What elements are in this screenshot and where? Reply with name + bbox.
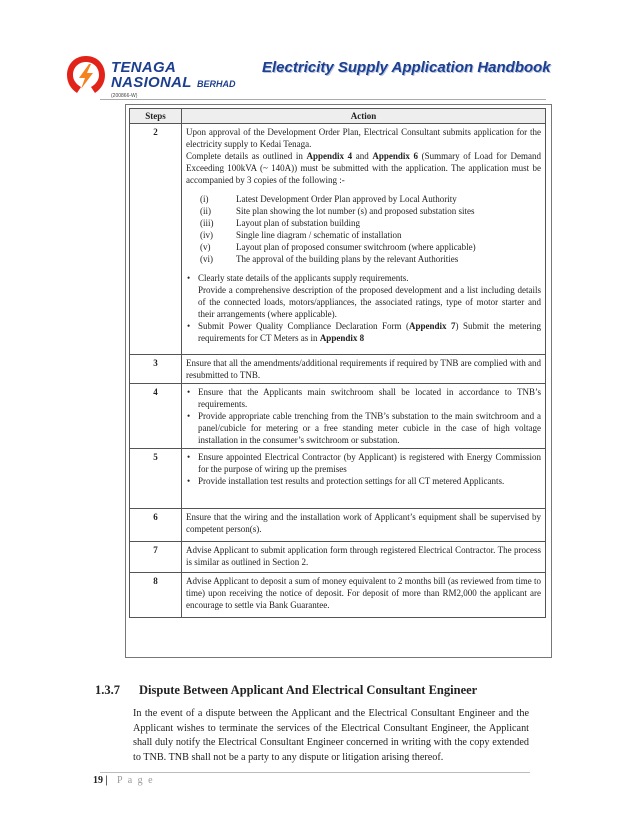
page-label: P a g e: [117, 775, 155, 786]
table-row: [130, 384, 546, 449]
section-heading: [95, 683, 477, 698]
step-action: [182, 384, 546, 449]
col-steps-header: Steps: [130, 109, 182, 124]
list-item: (i) Latest Development Order Plan approved by Local Authority: [200, 194, 457, 204]
page-number: 19 |: [93, 775, 108, 786]
table-row: [130, 542, 546, 573]
header-divider: [100, 99, 546, 100]
tnb-logo: [64, 53, 264, 103]
bullet-item: • Clearly state details of the applicants supply requirements. Provide a comprehensive description of the proposed development and a list including details of the connected loads, motors/appliances, the associated ratings, type of motor starter and their arrangements (where applicable).: [186, 272, 541, 320]
appendix-6-ref: Appendix 6: [372, 151, 418, 161]
step-detail: Complete details as outlined in Appendix 4 and Appendix 6 (Summary of Load for Demand Exceeding 100kVA (~ 140A)) must be submitted with the application. The application must be accompanied by 3 copies of the following :-: [186, 151, 541, 185]
step-intro: Upon approval of the Development Order Plan, Electrical Consultant submits application for the electricity supply to Kedai Tenaga.: [186, 127, 541, 149]
bullet-item: • Submit Power Quality Compliance Declaration Form (Appendix 7) Submit the metering requirements for CT Meters as in Appendix 8: [186, 320, 541, 344]
bullet-item: • Ensure appointed Electrical Contractor (by Applicant) is registered with Energy Commission for the purpose of wiring up the premises: [186, 451, 541, 475]
bullet-list: [186, 386, 541, 446]
step-action: Ensure that all the amendments/additional requirements if required by TNB are complied with and resubmitted to TNB.: [182, 355, 546, 384]
appendix-7-ref: Appendix 7: [408, 321, 456, 331]
footer-divider: [100, 772, 530, 773]
bullet-item: • Ensure that the Applicants main switchroom shall be located in accordance to TNB’s requirements.: [186, 386, 541, 410]
list-item: (ii) Site plan showing the lot number (s) and proposed substation sites: [200, 206, 475, 216]
bullet-item: • Provide appropriate cable trenching from the TNB’s substation to the main switchroom and a panel/cubicle for metering or a free standing meter cubicle in the case of high voltage installation in the consumer’s switchroom or substation.: [186, 410, 541, 446]
step-number: 8: [130, 573, 182, 618]
list-item: (vi) The approval of the building plans by the relevant Authorities: [200, 254, 459, 264]
table-row: [130, 573, 546, 618]
appendix-4-ref: Appendix 4: [306, 151, 353, 161]
step-action: [182, 124, 546, 355]
tnb-emblem-icon: [64, 53, 108, 97]
table-header-row: [130, 109, 546, 124]
step-action: [182, 449, 546, 509]
step-number: 5: [130, 449, 182, 509]
step-number: 4: [130, 384, 182, 449]
bullet-item: • Provide installation test results and protection settings for all CT metered Applicants.: [186, 475, 541, 487]
table-row: [130, 355, 546, 384]
section-title: Dispute Between Applicant And Electrical Consultant Engineer: [139, 683, 478, 697]
document-list: [200, 193, 541, 265]
bullet-list: [186, 272, 541, 344]
step-number: 7: [130, 542, 182, 573]
list-item: (iii) Layout plan of substation building: [200, 218, 360, 228]
logo-text-nasional: NASIONAL: [111, 74, 192, 91]
step-number: 2: [130, 124, 182, 355]
logo-regno: (200866-W): [111, 93, 138, 99]
table-row: [130, 124, 546, 355]
step-number: 3: [130, 355, 182, 384]
table-row: [130, 509, 546, 542]
list-item: (v) Layout plan of proposed consumer switchroom (where applicable): [200, 242, 476, 252]
step-number: 6: [130, 509, 182, 542]
table-row: [130, 449, 546, 509]
document-title: Electricity Supply Application Handbook: [262, 59, 551, 76]
bullet-list: [186, 451, 541, 487]
step-action: Ensure that the wiring and the installation work of Applicant’s equipment shall be supervised by competent person(s).: [182, 509, 546, 542]
steps-table: [129, 108, 546, 618]
section-paragraph: In the event of a dispute between the Applicant and the Electrical Consultant Engineer and the Applicant wishes to terminate the services of the Electrical Consultant Engineer, the Applicant shall duly notify the Electrical Consultant Engineer concerned in writing with the copy extended to TNB. TNB shall not be a party to any dispute or litigation arising thereof.: [133, 708, 529, 763]
col-action-header: Action: [182, 109, 546, 124]
logo-text-berhad: BERHAD: [197, 79, 236, 89]
step-action: Advise Applicant to deposit a sum of money equivalent to 2 months bill (as reviewed from time to time) upon receiving the notice of deposit. For deposit of more than RM2,000 the applicant are encourage to settle via Bank Guarantee.: [182, 573, 546, 618]
section-number: 1.3.7: [95, 683, 120, 697]
appendix-8-ref: Appendix 8: [319, 333, 365, 343]
logo-text-tenaga: TENAGA: [111, 59, 177, 76]
step-action: Advise Applicant to submit application form through registered Electrical Contractor. The process is similar as outlined in Section 2.: [182, 542, 546, 573]
list-item: (iv) Single line diagram / schematic of installation: [200, 230, 402, 240]
